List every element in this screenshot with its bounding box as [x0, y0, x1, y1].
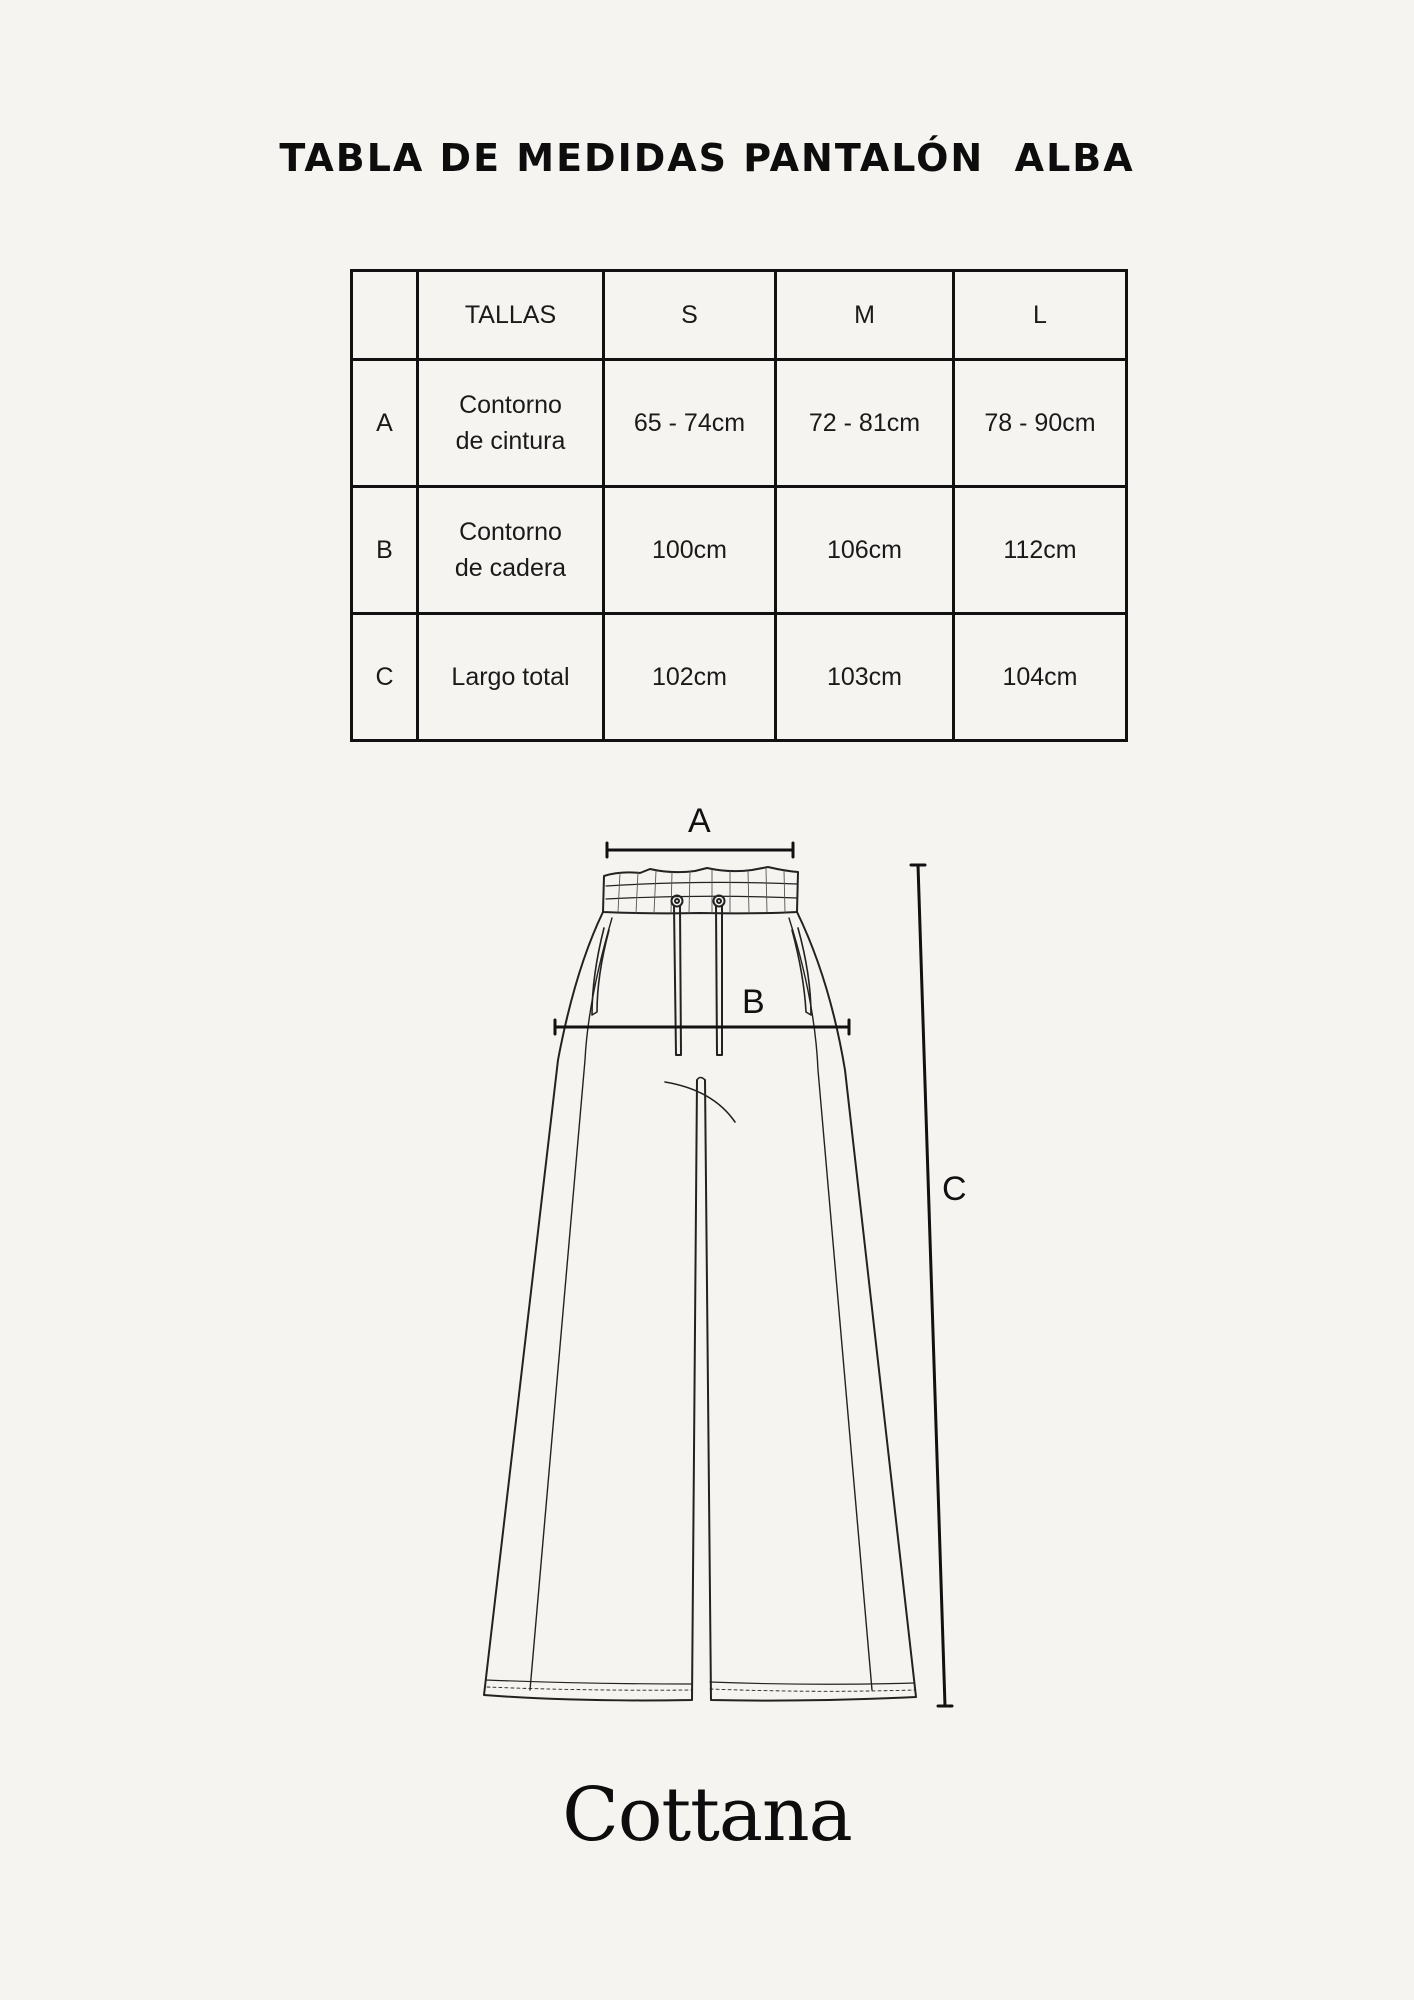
- measure-label-b: B: [742, 983, 765, 1021]
- brand-logo: Cottana: [562, 1772, 852, 1858]
- header-cell-s: S: [604, 271, 776, 360]
- page-title: TABLA DE MEDIDAS PANTALÓN ALBA: [279, 136, 1135, 180]
- row-label-line: de cadera: [454, 554, 567, 582]
- measure-label-c: C: [942, 1170, 967, 1208]
- row-label: [418, 614, 604, 741]
- measure-line-c: [911, 865, 952, 1706]
- row-label: [418, 360, 604, 487]
- table-row: [352, 360, 1127, 487]
- cell-size-l: 104cm: [954, 614, 1127, 741]
- size-chart-table: [350, 269, 1128, 742]
- row-label-line: de cintura: [455, 427, 566, 455]
- header-cell-m: M: [776, 271, 954, 360]
- left-leg: [484, 912, 697, 1700]
- cell-size-s: 65 - 74cm: [604, 360, 776, 487]
- measure-line-a: [607, 843, 793, 857]
- cell-size-s: 102cm: [604, 614, 776, 741]
- waistband: [603, 867, 798, 913]
- row-label: [418, 487, 604, 614]
- row-letter: B: [352, 487, 418, 614]
- crotch-seam: [697, 1078, 705, 1081]
- header-cell-empty: [352, 271, 418, 360]
- cell-size-l: 78 - 90cm: [954, 360, 1127, 487]
- fold-line: [665, 1082, 735, 1122]
- left-pocket: [592, 928, 609, 1015]
- cell-size-m: 103cm: [776, 614, 954, 741]
- row-letter: A: [352, 360, 418, 487]
- cell-size-m: 72 - 81cm: [776, 360, 954, 487]
- pants-technical-drawing: [0, 780, 1414, 1740]
- table-row: [352, 614, 1127, 741]
- row-label-line: Contorno: [459, 518, 562, 546]
- table-header-row: [352, 271, 1127, 360]
- header-cell-l: L: [954, 271, 1127, 360]
- measure-line-b: [555, 1020, 849, 1034]
- table-row: [352, 487, 1127, 614]
- header-cell-tallas: TALLAS: [418, 271, 604, 360]
- row-label-line: Largo total: [451, 663, 570, 691]
- cell-size-m: 106cm: [776, 487, 954, 614]
- right-pocket: [792, 928, 811, 1015]
- right-leg: [705, 912, 916, 1701]
- drawstrings: [672, 896, 725, 1056]
- cell-size-l: 112cm: [954, 487, 1127, 614]
- cell-size-s: 100cm: [604, 487, 776, 614]
- row-label-line: Contorno: [459, 391, 562, 419]
- row-letter: C: [352, 614, 418, 741]
- measure-label-a: A: [688, 802, 711, 840]
